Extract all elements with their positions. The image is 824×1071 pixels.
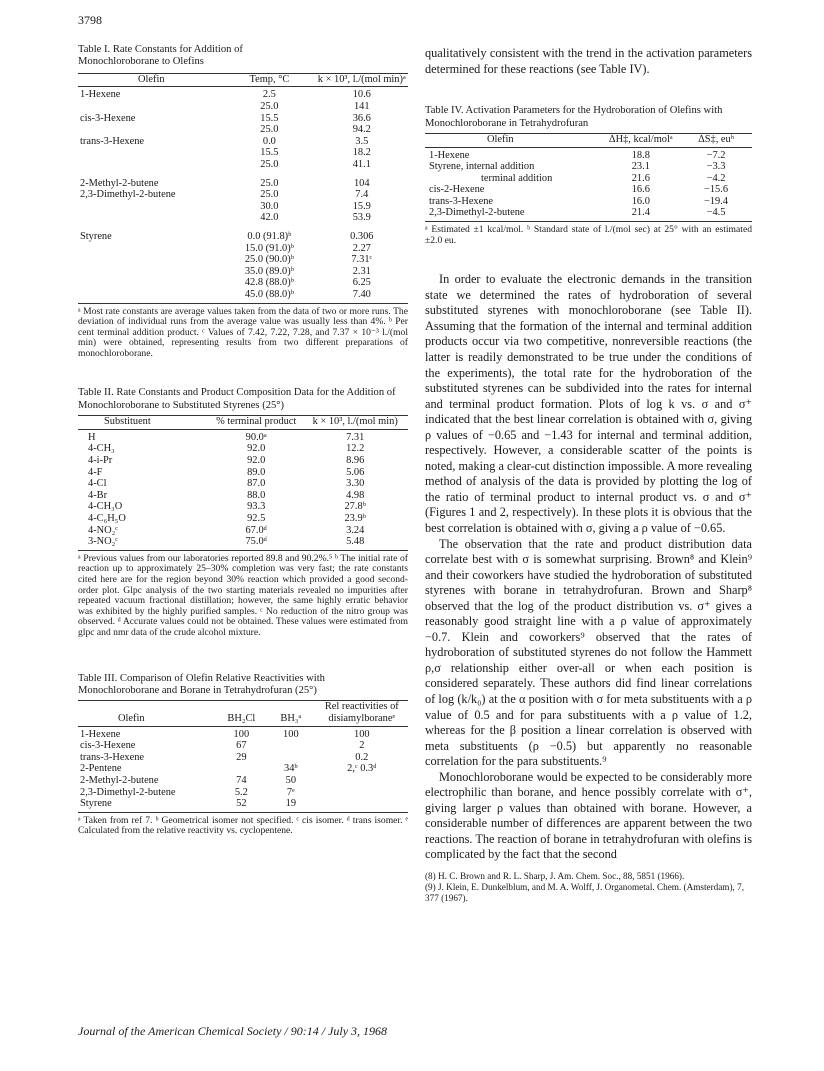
cell-bh2cl: 74 <box>236 774 247 786</box>
table-row <box>78 147 408 159</box>
cell-bh3 <box>266 752 316 764</box>
cell-temp: 15.5 <box>260 112 279 124</box>
table-row <box>78 740 408 752</box>
cell-terminal: 93.3 <box>247 501 266 513</box>
cell-terminal: 67.0ᵈ <box>245 524 267 536</box>
cell-k: 5.06 <box>346 466 365 478</box>
table-row <box>78 159 408 171</box>
journal-footer: Journal of the American Chemical Society / 90:14 / July 3, 1968 <box>78 1024 388 1038</box>
cell-rel: 100 <box>354 728 370 740</box>
cell-olefin: trans-3-Hexene <box>429 195 494 207</box>
cell-olefin <box>78 277 223 289</box>
paragraph-2: The observation that the rate and product distribution data correlate best with σ is somewhat surprising. Brown⁸ and Klein⁹ and their coworkers have studied the hydroboration of substituted styrenes with borane in tetrahydrofuran. Brown and Sharp⁸ observed that the log of the product distribution vs. σ⁺ gives a reasonably good straight line with a ρ value of approximately −0.7. Klein and coworkers⁹ observed that the rates of hydroboration of substituted styrenes do not follow the Hammett ρ,σ relationship either over-all or when each position is considered separately. These authors did find linear correlations of log (k/k₀) at the α position with σ for meta substituents with a ρ value of 0.5 and for para substituents with a ρ value of 1.2, whereas for the β position a linear correlation is observed with meta substituents (ρ −0.5) but apparently no reasonable correlation for the para substituents.⁹ <box>425 536 752 769</box>
table-3-grid <box>78 700 408 812</box>
cell-dh: 16.0 <box>631 195 650 207</box>
cell-rel: 2,ᶜ 0.3ᵈ <box>347 763 377 775</box>
cell-k: 12.2 <box>346 443 365 455</box>
table-row <box>78 101 408 113</box>
cell-bh2cl: 5.2 <box>234 786 248 798</box>
intro-paragraph: qualitatively consistent with the trend in the activation parameters determined for these reactions (see Table IV). <box>425 46 752 76</box>
cell-temp: 0.0 <box>262 135 276 147</box>
cell-olefin: Styrene <box>78 798 217 812</box>
cell-substituent: 4-Br <box>88 489 108 501</box>
cell-temp: 42.0 <box>260 212 279 224</box>
cell-substituent: 4-CH₃ <box>88 443 115 455</box>
cell-bh3: 19 <box>266 798 316 812</box>
table-row <box>78 752 408 764</box>
cell-k: 7.40 <box>316 289 408 303</box>
cell-substituent: 3-NO₂ᶜ <box>78 536 210 550</box>
table-row <box>78 277 408 289</box>
table-row <box>78 467 408 479</box>
cell-k: 3.30 <box>346 478 365 490</box>
table-2-header-terminal: % terminal product <box>210 416 302 430</box>
cell-temp: 25.0 <box>260 158 279 170</box>
cell-k: 5.48 <box>302 536 408 550</box>
table-row <box>78 478 408 490</box>
cell-bh2cl: 29 <box>236 751 247 763</box>
cell-bh3: 50 <box>285 774 297 786</box>
cell-olefin: 1-Hexene <box>429 149 470 161</box>
cell-temp: 15.0 (91.0)ᵇ <box>244 242 294 254</box>
table-row <box>425 196 752 208</box>
table-3-header-rel: Rel reactivities of disiamylboraneᵉ <box>316 701 408 726</box>
cell-olefin: 1-Hexene <box>80 728 121 740</box>
cell-ds: −4.5 <box>680 207 752 221</box>
cell-terminal: 75.0ᵈ <box>210 536 302 550</box>
cell-ds: −3.3 <box>706 161 726 173</box>
table-row <box>425 161 752 173</box>
cell-k: 8.96 <box>346 455 365 467</box>
cell-k: 141 <box>353 101 370 112</box>
cell-dh: 21.6 <box>631 172 650 184</box>
cell-k: 104 <box>353 177 370 189</box>
cell-olefin: 2,3-Dimethyl-2-butene <box>425 207 602 221</box>
table-2 <box>78 387 408 638</box>
cell-olefin: 2-Methyl-2-butene <box>80 177 159 189</box>
table-row <box>78 243 408 255</box>
cell-k: 94.2 <box>352 124 371 136</box>
page-number: 3798 <box>78 13 102 27</box>
cell-k: 18.2 <box>352 147 371 159</box>
cell-k: 4.98 <box>346 489 365 501</box>
cell-olefin <box>78 124 223 136</box>
paragraph-1: In order to evaluate the electronic demands in the transition state we determined the rates of hydroboration of several substituted styrenes with monochloroborane (see Table II). Assuming that the formation of the internal and terminal addition products occur via two competitive, nonreversible reactions (the latter is readily demonstrated to be true under the conditions of the experiments), the total rate for the hydroboration of the substituted styrenes can be subdivided into the rates for internal and terminal product formation. Plots of log k vs. σ and σ⁺ indicated that the best linear correlation is obtained with σ, giving ρ values of −0.65 and −1.43 for internal and terminal addition, respectively. However, a considerable scatter of the points is noted, making a clear-cut distinction impossible. A more revealing method of analysis of the data is provided by plotting the log of the ratio of terminal product to internal product vs. σ and σ⁺ (Figures 1 and 2, respectively). In these plots it is obvious that the best correlation is obtained with σ, giving a ρ value of −0.65. <box>425 272 752 535</box>
cell-rel: 2 <box>359 740 365 752</box>
table-row <box>78 212 408 224</box>
table-row <box>78 443 408 455</box>
cell-bh3: 7ᵉ <box>286 786 295 798</box>
cell-k: 53.9 <box>352 212 371 224</box>
cell-terminal: 92.0 <box>247 443 266 455</box>
cell-k: 3.24 <box>346 524 365 536</box>
cell-k: 6.25 <box>352 277 371 289</box>
cell-olefin: cis-2-Hexene <box>429 184 485 196</box>
cell-substituent: 4-NO₂ᶜ <box>88 524 118 536</box>
table-row <box>78 266 408 278</box>
cell-k: 2.31 <box>352 265 371 277</box>
cell-substituent: 4-Cl <box>88 478 107 490</box>
table-1-header-temp: Temp, °C <box>223 73 315 87</box>
table-2-grid <box>78 415 408 551</box>
cell-olefin <box>78 243 223 255</box>
cell-temp: 25.0 <box>260 177 279 189</box>
cell-temp: 42.8 (88.0)ᵇ <box>244 277 294 289</box>
cell-substituent: H <box>88 431 96 443</box>
cell-olefin: 2-Methyl-2-butene <box>80 774 159 786</box>
cell-k: 7.4 <box>355 189 369 201</box>
cell-olefin: Styrene, internal addition <box>429 161 535 173</box>
cell-olefin: cis-3-Hexene <box>80 112 136 124</box>
cell-ds: −15.6 <box>704 184 729 196</box>
table-1 <box>78 44 408 359</box>
cell-terminal: 88.0 <box>247 489 266 501</box>
table-row <box>78 536 408 550</box>
cell-bh2cl <box>217 763 267 775</box>
table-row <box>78 787 408 799</box>
cell-k: 2.27 <box>352 242 371 254</box>
cell-k: 7.31 <box>346 431 365 443</box>
cell-temp: 25.0 <box>260 124 279 136</box>
table-3-footnote: ᵃ Taken from ref 7. ᵇ Geometrical isomer not specified. ᶜ cis isomer. ᵈ trans isomer. ᵉ Calculated from the relative reactivity vs. cyclopentene. <box>78 814 408 837</box>
table-1-caption: Table I. Rate Constants for Addition of Monochloroborane to Olefins <box>78 44 243 68</box>
cell-terminal: 89.0 <box>247 466 266 478</box>
cell-bh2cl: 67 <box>236 740 247 752</box>
cell-k: 10.6 <box>352 89 371 101</box>
table-4-grid <box>425 133 752 222</box>
table-row <box>425 173 752 185</box>
table-2-header-k: k × 10³, l./(mol min) <box>302 416 408 430</box>
table-row <box>78 726 408 740</box>
cell-rel <box>316 775 408 787</box>
cell-k: 3.5 <box>355 135 369 147</box>
cell-terminal: 92.0 <box>247 455 266 467</box>
table-row <box>425 147 752 161</box>
table-2-caption: Table II. Rate Constants and Product Composition Data for the Addition of Monochloroborane to Substituted Styrenes (25°) <box>78 387 396 411</box>
table-row <box>78 87 408 101</box>
cell-olefin: trans-3-Hexene <box>80 751 145 763</box>
cell-olefin <box>78 266 223 278</box>
cell-olefin <box>78 201 223 213</box>
body-text <box>425 272 752 863</box>
table-row <box>78 254 408 266</box>
cell-olefin <box>78 147 223 159</box>
table-row <box>78 189 408 201</box>
cell-olefin <box>78 289 223 303</box>
cell-terminal: 92.5 <box>247 513 266 525</box>
table-row <box>78 429 408 443</box>
cell-temp: 25.0 (90.0)ᵇ <box>244 254 294 266</box>
cell-olefin <box>78 159 223 171</box>
cell-k: 27.8ᵇ <box>344 501 366 513</box>
table-1-header-olefin: Olefin <box>78 73 223 87</box>
cell-olefin <box>78 101 223 113</box>
cell-olefin: cis-3-Hexene <box>80 740 136 752</box>
cell-terminal: 87.0 <box>247 478 266 490</box>
cell-k: 36.6 <box>352 112 371 124</box>
cell-temp: 2.5 <box>262 89 276 101</box>
table-row <box>78 201 408 213</box>
table-row <box>78 490 408 502</box>
cell-dh: 16.6 <box>631 184 650 196</box>
cell-temp: 25.0 <box>260 189 279 201</box>
left-column <box>78 44 408 837</box>
table-row <box>78 113 408 125</box>
reference-8: (8) H. C. Brown and R. L. Sharp, J. Am. Chem. Soc., 88, 5851 (1966). <box>425 871 685 882</box>
table-row <box>78 513 408 525</box>
cell-k: 7.31ᶜ <box>351 254 373 266</box>
cell-substituent: 4-C₆H₅O <box>88 513 126 525</box>
table-4-header-ds: ΔS‡, euᵇ <box>680 133 752 147</box>
cell-temp: 25.0 <box>260 101 279 112</box>
table-3-header-bh2cl: BH₂Cl <box>217 701 267 726</box>
cell-k: 41.1 <box>352 158 371 170</box>
table-1-grid <box>78 73 408 304</box>
cell-dh: 21.4 <box>602 207 680 221</box>
cell-olefin: 2,3-Dimethyl-2-butene <box>80 786 176 798</box>
cell-rel: 0.2 <box>355 751 369 763</box>
cell-temp: 0.0 (91.8)ᵇ <box>247 230 292 242</box>
table-row <box>78 124 408 136</box>
cell-terminal: 90.0ᵃ <box>245 431 267 443</box>
table-row <box>78 775 408 787</box>
cell-olefin: 2-Pentene <box>80 763 122 775</box>
reference-9: (9) J. Klein, E. Dunkelblum, and M. A. Wolff, J. Organometal. Chem. (Amsterdam), 7, 377 (1967). <box>425 881 744 903</box>
cell-k: 23.9ᵇ <box>344 513 366 525</box>
table-row <box>78 289 408 303</box>
cell-dh: 23.1 <box>631 161 650 173</box>
cell-dh: 18.8 <box>631 149 650 161</box>
table-row <box>78 798 408 812</box>
table-row <box>78 501 408 513</box>
table-row <box>78 525 408 537</box>
cell-bh3: 34ᵇ <box>284 763 298 775</box>
table-row <box>425 184 752 196</box>
table-row <box>78 763 408 775</box>
table-2-footnote: ᵃ Previous values from our laboratories reported 89.8 and 90.2%.⁵ ᵇ The initial rate of reaction up to approximately 25–30% completion was very fast; the rate constants cited here are for the region beyond 30% reaction which provided a good second-order plot. Glpc analysis of the two starting materials revealed no impurities after repeated vacuum fractional distillation; however, the same highly erratic behavior was exhibited by the highly purified samples. ᶜ No reduction of the nitro group was observed. ᵈ Accurate values could not be obtained. These values were estimated from glpc and nmr data of the crude alcohol mixture. <box>78 552 408 638</box>
cell-olefin: Styrene <box>80 230 112 242</box>
cell-k: 15.9 <box>352 200 371 212</box>
cell-olefin: 2,3-Dimethyl-2-butene <box>80 189 176 201</box>
table-3-caption: Table III. Comparison of Olefin Relative Reactivities with Monochloroborane and Borane in Tetrahydrofuran (25°) <box>78 672 325 696</box>
cell-olefin <box>78 212 223 224</box>
cell-olefin: trans-3-Hexene <box>80 135 145 147</box>
table-row <box>78 455 408 467</box>
table-row <box>425 207 752 221</box>
cell-bh2cl: 52 <box>217 798 267 812</box>
cell-bh3: 100 <box>283 728 299 740</box>
cell-temp: 30.0 <box>260 200 279 212</box>
cell-substituent: 4-i-Pr <box>88 455 113 467</box>
cell-temp: 15.5 <box>260 147 279 159</box>
paragraph-3: Monochloroborane would be expected to be considerably more electrophilic than borane, and hence possibly correlate with σ⁺, giving larger ρ values than obtained with borane. However, a considerable number of differences are apparent between the two reactions. The reaction of borane in tetrahydrofuran with olefins is complicated by the fact that the second <box>425 769 752 862</box>
table-row <box>78 136 408 148</box>
cell-olefin: terminal addition <box>481 172 553 184</box>
table-2-header-substituent: Substituent <box>78 416 210 430</box>
cell-olefin <box>78 254 223 266</box>
cell-substituent: 4-CH₃O <box>88 501 123 513</box>
table-1-header-k: k × 10³, l./(mol min)ᵃ <box>316 73 408 87</box>
table-1-footnote: ᵃ Most rate constants are average values taken from the data of two or more runs. The deviation of individual runs from the average value was usually less than 4%. ᵇ Per cent terminal addition product. ᶜ Values of 7.42, 7.22, 7.28, and 7.37 × 10⁻³ l./(mol min) were obtained, representing results from two different preparations of monochloroborane. <box>78 305 408 359</box>
cell-bh2cl: 100 <box>233 728 250 740</box>
table-row <box>78 171 408 190</box>
cell-rel <box>316 798 408 812</box>
table-3-header-olefin: Olefin <box>78 701 217 726</box>
cell-bh3 <box>266 740 316 752</box>
references <box>425 871 752 903</box>
table-4 <box>425 105 752 246</box>
cell-temp: 35.0 (89.0)ᵇ <box>244 265 294 277</box>
cell-substituent: 4-F <box>88 466 103 478</box>
cell-temp: 45.0 (88.0)ᵇ <box>223 289 315 303</box>
cell-ds: −7.2 <box>706 149 726 161</box>
cell-rel <box>316 787 408 799</box>
cell-olefin: 1-Hexene <box>80 89 121 101</box>
table-3-header-bh3: BH₃ᵃ <box>266 701 316 726</box>
table-4-header-olefin: Olefin <box>425 133 602 147</box>
table-4-footnote: ᵃ Estimated ±1 kcal/mol. ᵇ Standard state of l./(mol sec) at 25° with an estimated ±2.0 eu. <box>425 224 752 246</box>
table-3 <box>78 673 408 837</box>
cell-ds: −19.4 <box>704 195 729 207</box>
cell-k: 0.306 <box>350 230 374 242</box>
right-column <box>425 46 752 903</box>
table-row <box>78 224 408 243</box>
table-4-header-dh: ΔH‡, kcal/molᵃ <box>602 133 680 147</box>
cell-ds: −4.2 <box>706 172 726 184</box>
table-4-caption: Table IV. Activation Parameters for the Hydroboration of Olefins with Monochloroborane in Tetrahydrofuran <box>425 105 723 129</box>
